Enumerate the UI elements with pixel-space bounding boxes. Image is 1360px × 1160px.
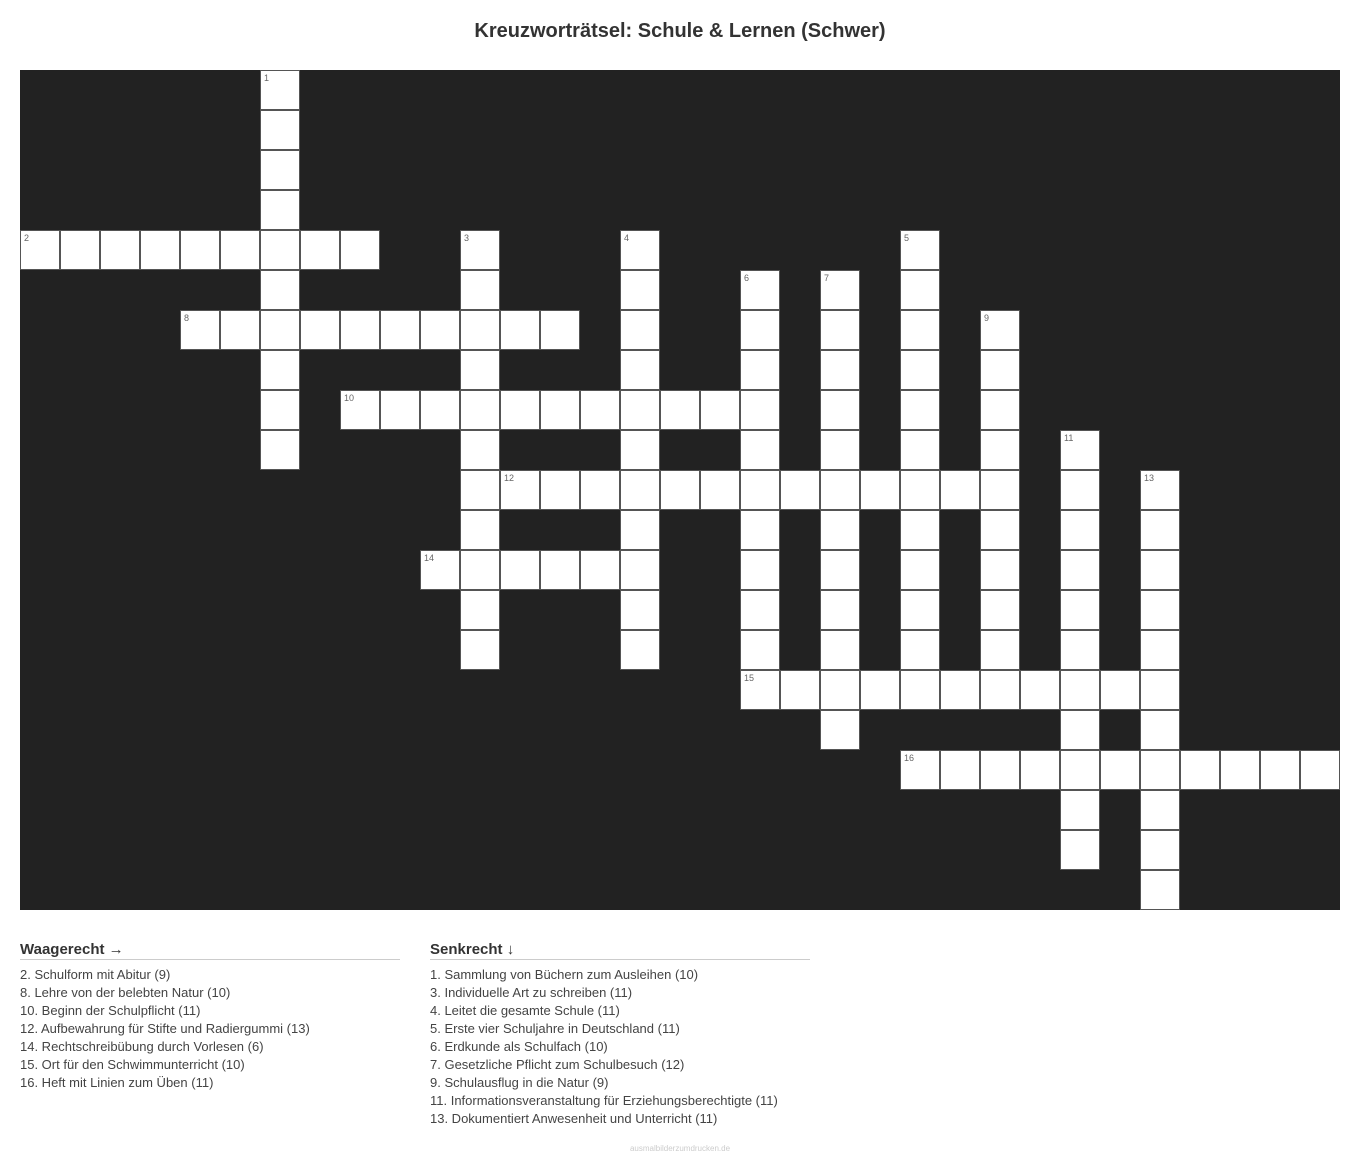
crossword-cell[interactable] (1060, 590, 1100, 630)
footer-credit: ausmalbilderzumdrucken.de (629, 1144, 731, 1153)
down-clues-panel (430, 942, 810, 1128)
crossword-cell[interactable] (740, 590, 780, 630)
crossword-cell[interactable] (500, 390, 540, 430)
crossword-cell[interactable] (620, 390, 660, 430)
clue-number: 2 (24, 233, 30, 243)
clue-down-item: 9. Schulausflug in die Natur (9) (430, 1075, 609, 1090)
crossword-cell[interactable] (700, 470, 740, 510)
crossword-cell[interactable] (1140, 870, 1180, 910)
crossword-cell[interactable] (20, 230, 60, 270)
crossword-cell[interactable] (180, 310, 220, 350)
crossword-cell[interactable] (1060, 510, 1100, 550)
clue-down-item: 13. Dokumentiert Anwesenheit und Unterricht (11) (430, 1111, 718, 1126)
crossword-cell[interactable] (420, 550, 460, 590)
crossword-cell[interactable] (980, 430, 1020, 470)
crossword-cell[interactable] (340, 390, 380, 430)
crossword-cell[interactable] (620, 350, 660, 390)
crossword-cell[interactable] (740, 630, 780, 670)
crossword-cell[interactable] (380, 390, 420, 430)
clue-across-item: 16. Heft mit Linien zum Üben (11) (20, 1075, 214, 1090)
crossword-cell[interactable] (1140, 590, 1180, 630)
crossword-cell[interactable] (740, 350, 780, 390)
crossword-cell[interactable] (580, 550, 620, 590)
crossword-cell[interactable] (260, 270, 300, 310)
crossword-cell[interactable] (1140, 790, 1180, 830)
clue-across-item: 8. Lehre von der belebten Natur (10) (20, 985, 231, 1000)
crossword-cell[interactable] (500, 470, 540, 510)
clue-across-item: 10. Beginn der Schulpflicht (11) (20, 1003, 201, 1018)
crossword-cell[interactable] (900, 510, 940, 550)
crossword-cell[interactable] (380, 310, 420, 350)
crossword-cell[interactable] (460, 310, 500, 350)
page-title: Kreuzworträtsel: Schule & Lernen (Schwer) (474, 20, 886, 42)
crossword-cell[interactable] (260, 150, 300, 190)
crossword-cell[interactable] (620, 270, 660, 310)
crossword-cell[interactable] (1060, 750, 1100, 790)
crossword-cell[interactable] (260, 230, 300, 270)
crossword-cell[interactable] (340, 310, 380, 350)
crossword-cell[interactable] (660, 390, 700, 430)
crossword-cell[interactable] (900, 350, 940, 390)
crossword-cell[interactable] (460, 270, 500, 310)
crossword-cell[interactable] (740, 430, 780, 470)
clue-number: 10 (344, 393, 355, 403)
crossword-cell[interactable] (1180, 750, 1220, 790)
down-clue-list (430, 966, 810, 1128)
crossword-cell[interactable] (460, 230, 500, 270)
crossword-cell[interactable] (260, 110, 300, 150)
crossword-cell[interactable] (980, 750, 1020, 790)
crossword-cell[interactable] (1060, 550, 1100, 590)
crossword-cell[interactable] (1020, 670, 1060, 710)
crossword-cell[interactable] (740, 670, 780, 710)
clue-number: 8 (184, 313, 190, 323)
clue-down-item: 5. Erste vier Schuljahre in Deutschland (11) (430, 1021, 680, 1036)
crossword-cell[interactable] (700, 390, 740, 430)
crossword-cell[interactable] (820, 550, 860, 590)
crossword-cell[interactable] (260, 390, 300, 430)
crossword-cell[interactable] (740, 390, 780, 430)
clue-number: 12 (504, 473, 515, 483)
crossword-cell[interactable] (820, 350, 860, 390)
crossword-cell[interactable] (820, 710, 860, 750)
clue-number: 16 (904, 753, 915, 763)
crossword-cell[interactable] (980, 630, 1020, 670)
clue-number: 13 (1144, 473, 1155, 483)
crossword-cell[interactable] (460, 430, 500, 470)
crossword-cell[interactable] (1020, 750, 1060, 790)
crossword-cell[interactable] (860, 670, 900, 710)
crossword-cell[interactable] (820, 270, 860, 310)
crossword-cell[interactable] (60, 230, 100, 270)
crossword-cell[interactable] (900, 310, 940, 350)
crossword-cell[interactable] (420, 390, 460, 430)
crossword-cell[interactable] (940, 470, 980, 510)
crossword-cell[interactable] (980, 550, 1020, 590)
crossword-cell[interactable] (1140, 830, 1180, 870)
crossword-cell[interactable] (620, 510, 660, 550)
crossword-cell[interactable] (780, 670, 820, 710)
crossword-cell[interactable] (1140, 630, 1180, 670)
crossword-cell[interactable] (620, 470, 660, 510)
crossword-cell[interactable] (1140, 670, 1180, 710)
clue-number: 11 (1064, 433, 1074, 443)
crossword-cell[interactable] (540, 310, 580, 350)
crossword-cell[interactable] (1060, 430, 1100, 470)
crossword-cell[interactable] (460, 630, 500, 670)
crossword-cell[interactable] (1060, 470, 1100, 510)
crossword-cell[interactable] (980, 510, 1020, 550)
crossword-cell[interactable] (740, 470, 780, 510)
crossword-cell[interactable] (1060, 670, 1100, 710)
crossword-cell[interactable] (980, 470, 1020, 510)
crossword-cell[interactable] (900, 470, 940, 510)
crossword-cell[interactable] (1100, 670, 1140, 710)
clue-across-item: 14. Rechtschreibübung durch Vorlesen (6) (20, 1039, 264, 1054)
crossword-cell[interactable] (980, 390, 1020, 430)
crossword-cell[interactable] (540, 550, 580, 590)
crossword-cell[interactable] (980, 670, 1020, 710)
clue-down-item: 4. Leitet die gesamte Schule (11) (430, 1003, 620, 1018)
crossword-cell[interactable] (460, 510, 500, 550)
crossword-cell[interactable] (620, 310, 660, 350)
clue-down-item: 6. Erdkunde als Schulfach (10) (430, 1039, 608, 1054)
crossword-cell[interactable] (820, 670, 860, 710)
crossword-cell[interactable] (420, 310, 460, 350)
crossword-cell[interactable] (740, 270, 780, 310)
crossword-cell[interactable] (1140, 550, 1180, 590)
crossword-cell[interactable] (580, 390, 620, 430)
crossword-cell[interactable] (900, 590, 940, 630)
crossword-cell[interactable] (460, 550, 500, 590)
crossword-cell[interactable] (180, 230, 220, 270)
crossword-cell[interactable] (820, 630, 860, 670)
crossword-cell[interactable] (460, 470, 500, 510)
crossword-cell[interactable] (460, 390, 500, 430)
crossword-cell[interactable] (620, 590, 660, 630)
clue-down-item: 1. Sammlung von Büchern zum Ausleihen (10) (430, 967, 699, 982)
crossword-cell[interactable] (1140, 470, 1180, 510)
clue-number: 14 (424, 553, 435, 563)
crossword-cell[interactable] (820, 390, 860, 430)
crossword-cell[interactable] (900, 750, 940, 790)
crossword-cell[interactable] (980, 310, 1020, 350)
crossword-cell[interactable] (300, 230, 340, 270)
crossword-cell[interactable] (860, 470, 900, 510)
crossword-cell[interactable] (1060, 790, 1100, 830)
clue-number: 15 (744, 673, 755, 683)
crossword-cell[interactable] (820, 310, 860, 350)
crossword-cell[interactable] (820, 510, 860, 550)
clue-across-item: 15. Ort für den Schwimmunterricht (10) (20, 1057, 245, 1072)
crossword-cell[interactable] (900, 550, 940, 590)
clue-number: 3 (464, 233, 470, 243)
crossword-cell[interactable] (220, 230, 260, 270)
crossword-cell[interactable] (580, 470, 620, 510)
crossword-cell[interactable] (740, 550, 780, 590)
crossword-cell[interactable] (140, 230, 180, 270)
crossword-cell[interactable] (1300, 750, 1340, 790)
crossword-cell[interactable] (980, 590, 1020, 630)
crossword-cell[interactable] (1140, 510, 1180, 550)
clue-number: 6 (744, 273, 750, 283)
clue-across-item: 12. Aufbewahrung für Stifte und Radiergummi (13) (20, 1021, 310, 1036)
crossword-cell[interactable] (900, 430, 940, 470)
crossword-cell[interactable] (1060, 710, 1100, 750)
crossword-cell[interactable] (260, 350, 300, 390)
across-clues-panel (20, 942, 400, 1092)
crossword-cell[interactable] (1260, 750, 1300, 790)
crossword-cell[interactable] (780, 470, 820, 510)
crossword-cell[interactable] (260, 310, 300, 350)
crossword-cell[interactable] (620, 230, 660, 270)
down-clues-heading: Senkrecht ↓ (430, 942, 810, 960)
crossword-cell[interactable] (260, 70, 300, 110)
clue-down-item: 7. Gesetzliche Pflicht zum Schulbesuch (12) (430, 1057, 685, 1072)
crossword-cell[interactable] (1060, 630, 1100, 670)
crossword-cell[interactable] (540, 390, 580, 430)
crossword-cell[interactable] (900, 670, 940, 710)
crossword-cell[interactable] (820, 430, 860, 470)
crossword-cell[interactable] (1100, 750, 1140, 790)
crossword-cell[interactable] (940, 750, 980, 790)
crossword-cell[interactable] (460, 350, 500, 390)
clue-number: 5 (904, 233, 910, 243)
crossword-cell[interactable] (260, 430, 300, 470)
clue-down-item: 11. Informationsveranstaltung für Erziehungsberechtigte (11) (430, 1093, 778, 1108)
clue-number: 9 (984, 313, 990, 323)
crossword-cell[interactable] (900, 230, 940, 270)
crossword-cell[interactable] (900, 630, 940, 670)
crossword-cell[interactable] (660, 470, 700, 510)
crossword-cell[interactable] (1140, 750, 1180, 790)
crossword-cell[interactable] (980, 350, 1020, 390)
crossword-cell[interactable] (1220, 750, 1260, 790)
clue-number: 4 (624, 233, 630, 243)
crossword-cell[interactable] (300, 310, 340, 350)
crossword-cell[interactable] (940, 670, 980, 710)
crossword-cell[interactable] (620, 630, 660, 670)
crossword-cell[interactable] (500, 550, 540, 590)
crossword-cell[interactable] (900, 270, 940, 310)
clue-across-item: 2. Schulform mit Abitur (9) (20, 967, 171, 982)
crossword-cell[interactable] (220, 310, 260, 350)
crossword-cell[interactable] (100, 230, 140, 270)
crossword-cell[interactable] (620, 430, 660, 470)
crossword-grid (20, 70, 1340, 910)
crossword-cell[interactable] (540, 470, 580, 510)
clue-down-item: 3. Individuelle Art zu schreiben (11) (430, 985, 633, 1000)
crossword-cell[interactable] (820, 470, 860, 510)
crossword-cell[interactable] (500, 310, 540, 350)
crossword-cell[interactable] (820, 590, 860, 630)
crossword-cell[interactable] (620, 550, 660, 590)
crossword-cell[interactable] (460, 590, 500, 630)
crossword-cell[interactable] (740, 510, 780, 550)
across-clue-list (20, 966, 400, 1092)
crossword-cell[interactable] (260, 190, 300, 230)
crossword-cell[interactable] (740, 310, 780, 350)
clue-number: 1 (264, 73, 270, 83)
crossword-cell[interactable] (1140, 710, 1180, 750)
across-clues-heading: Waagerecht → (20, 942, 400, 960)
crossword-cell[interactable] (340, 230, 380, 270)
crossword-cell[interactable] (1060, 830, 1100, 870)
crossword-cell[interactable] (900, 390, 940, 430)
clue-number: 7 (824, 273, 830, 283)
